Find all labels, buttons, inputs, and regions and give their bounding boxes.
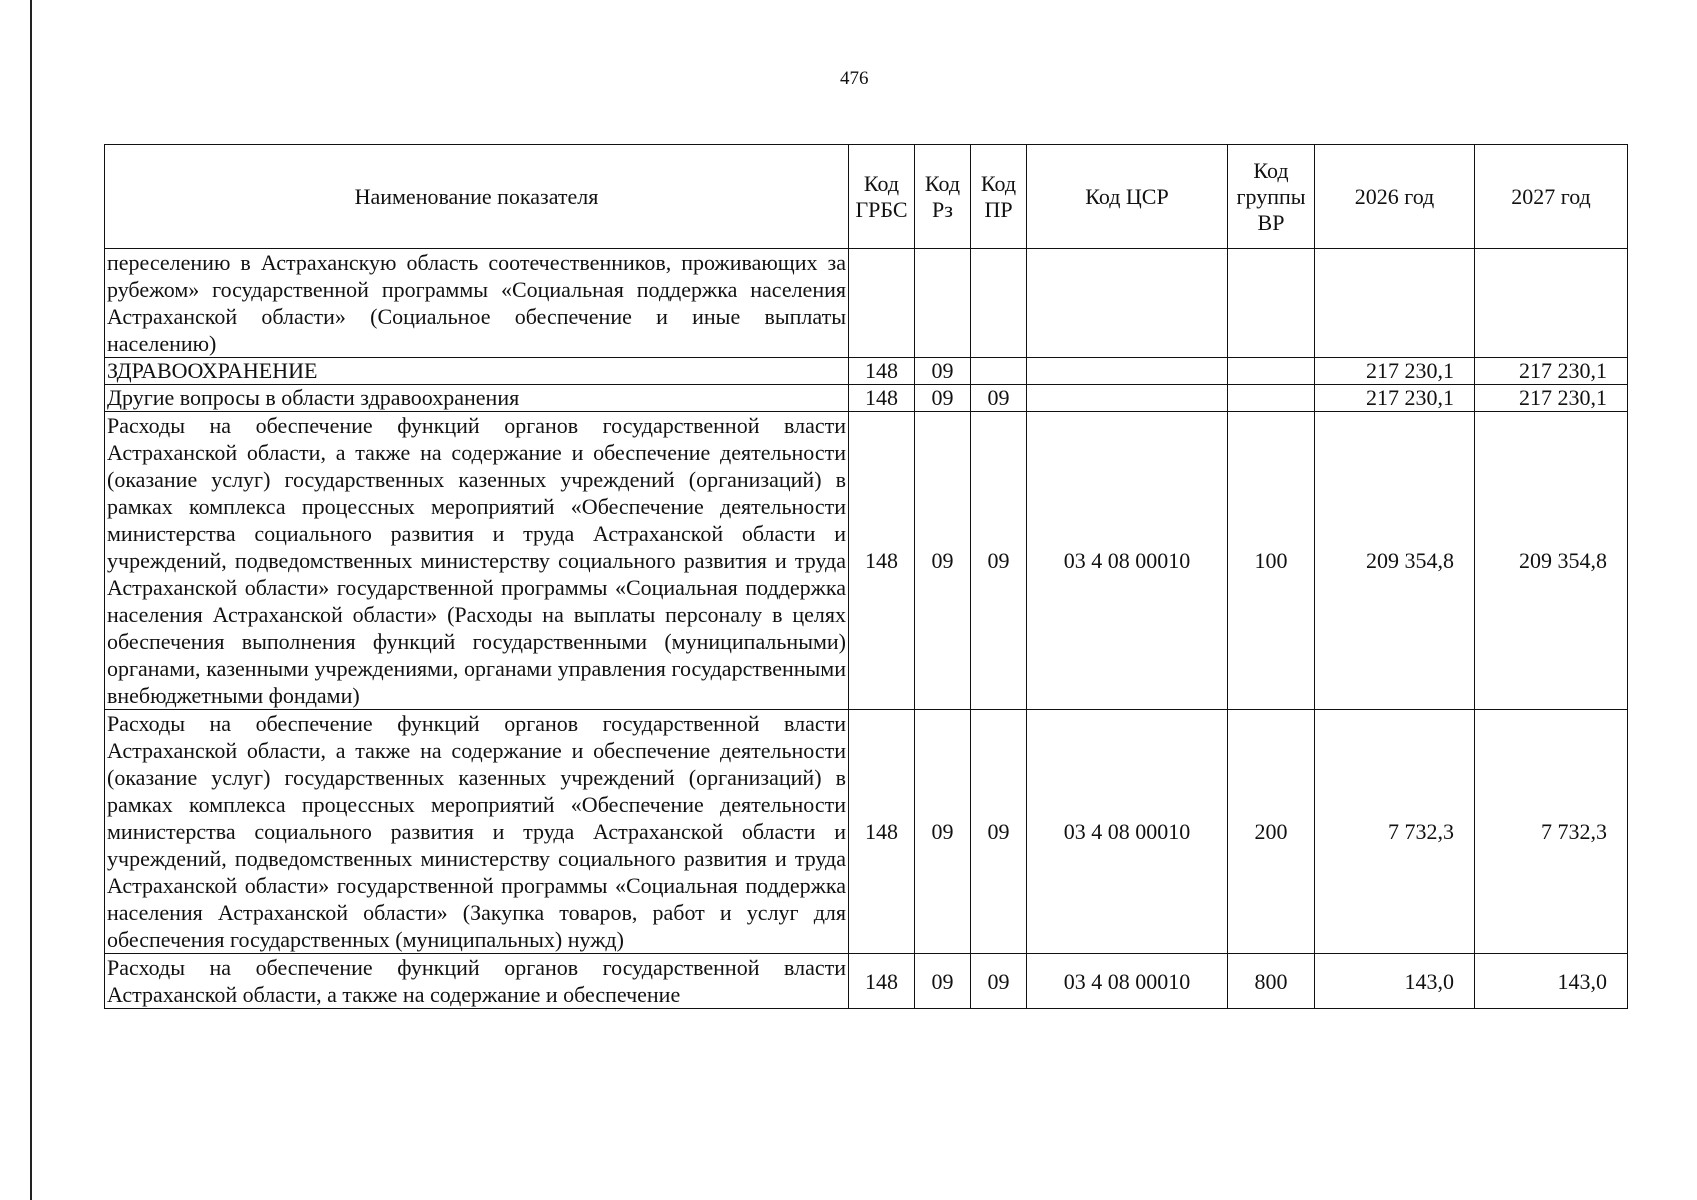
- row-csr: [1027, 358, 1228, 385]
- row-vr: 100: [1228, 412, 1315, 710]
- row-name: Расходы на обеспечение функций органов государственной власти Астраханской области, а также на содержание и обеспечение: [105, 954, 849, 1009]
- row-name: Расходы на обеспечение функций органов государственной власти Астраханской области, а также на содержание и обеспечение деятельности (оказание услуг) государственных казенных учреждений (организаций) в рамках комплекса процессных мероприятий «Обеспечение деятельности министерства социального развития и труда Астраханской области и учреждений, подведомственных министерству социального развития и труда Астраханской области» государственной программы «Социальная поддержка населения Астраханской области» (Закупка товаров, работ и услуг для обеспечения государственных (муниципальных) нужд): [105, 710, 849, 954]
- header-rz: Код Рз: [915, 145, 971, 249]
- row-name: ЗДРАВООХРАНЕНИЕ: [105, 358, 849, 385]
- row-csr: 03 4 08 00010: [1027, 412, 1228, 710]
- row-pr: 09: [971, 710, 1027, 954]
- row-name: переселению в Астраханскую область соотечественников, проживающих за рубежом» государственной программы «Социальная поддержка населения Астраханской области» (Социальное обеспечение и иные выплаты населению): [105, 249, 849, 358]
- row-csr: 03 4 08 00010: [1027, 710, 1228, 954]
- header-name: Наименование показателя: [105, 145, 849, 249]
- table-row: [105, 358, 1628, 385]
- row-vr: [1228, 249, 1315, 358]
- row-2027: [1475, 249, 1628, 358]
- row-name: Другие вопросы в области здравоохранения: [105, 385, 849, 412]
- row-rz: 09: [915, 385, 971, 412]
- row-csr: [1027, 385, 1228, 412]
- row-2026: 143,0: [1315, 954, 1475, 1009]
- row-2027: 209 354,8: [1475, 412, 1628, 710]
- row-rz: [915, 249, 971, 358]
- row-2027: 7 732,3: [1475, 710, 1628, 954]
- row-rz: 09: [915, 412, 971, 710]
- row-2027: 217 230,1: [1475, 385, 1628, 412]
- row-2026: 217 230,1: [1315, 358, 1475, 385]
- row-pr: 09: [971, 385, 1027, 412]
- table-row: [105, 385, 1628, 412]
- row-grbs: 148: [849, 358, 915, 385]
- header-csr: Код ЦСР: [1027, 145, 1228, 249]
- header-2027: 2027 год: [1475, 145, 1628, 249]
- row-2026: 7 732,3: [1315, 710, 1475, 954]
- row-vr: [1228, 358, 1315, 385]
- row-grbs: [849, 249, 915, 358]
- row-2026: [1315, 249, 1475, 358]
- row-rz: 09: [915, 710, 971, 954]
- row-grbs: 148: [849, 385, 915, 412]
- row-csr: 03 4 08 00010: [1027, 954, 1228, 1009]
- header-row: [105, 145, 1628, 249]
- budget-table: [104, 144, 1628, 1009]
- row-grbs: 148: [849, 710, 915, 954]
- header-pr: Код ПР: [971, 145, 1027, 249]
- row-grbs: 148: [849, 954, 915, 1009]
- row-vr: [1228, 385, 1315, 412]
- row-2026: 209 354,8: [1315, 412, 1475, 710]
- row-pr: [971, 358, 1027, 385]
- row-vr: 800: [1228, 954, 1315, 1009]
- row-pr: 09: [971, 412, 1027, 710]
- table-row: [105, 954, 1628, 1009]
- row-name: Расходы на обеспечение функций органов государственной власти Астраханской области, а также на содержание и обеспечение деятельности (оказание услуг) государственных казенных учреждений (организаций) в рамках комплекса процессных мероприятий «Обеспечение деятельности министерства социального развития и труда Астраханской области и учреждений, подведомственных министерству социального развития и труда Астраханской области» государственной программы «Социальная поддержка населения Астраханской области» (Расходы на выплаты персоналу в целях обеспечения выполнения функций государственными (муниципальными) органами, казенными учреждениями, органами управления государственными внебюджетными фондами): [105, 412, 849, 710]
- header-grbs: Код ГРБС: [849, 145, 915, 249]
- scan-edge-line: [30, 0, 32, 1200]
- row-pr: [971, 249, 1027, 358]
- row-pr: 09: [971, 954, 1027, 1009]
- row-2026: 217 230,1: [1315, 385, 1475, 412]
- row-grbs: 148: [849, 412, 915, 710]
- header-2026: 2026 год: [1315, 145, 1475, 249]
- table-row: [105, 412, 1628, 710]
- row-rz: 09: [915, 954, 971, 1009]
- row-vr: 200: [1228, 710, 1315, 954]
- row-2027: 143,0: [1475, 954, 1628, 1009]
- table-row: [105, 710, 1628, 954]
- table-row: [105, 249, 1628, 358]
- page-number: 476: [840, 68, 869, 89]
- row-csr: [1027, 249, 1228, 358]
- row-2027: 217 230,1: [1475, 358, 1628, 385]
- header-vr: Код группы ВР: [1228, 145, 1315, 249]
- row-rz: 09: [915, 358, 971, 385]
